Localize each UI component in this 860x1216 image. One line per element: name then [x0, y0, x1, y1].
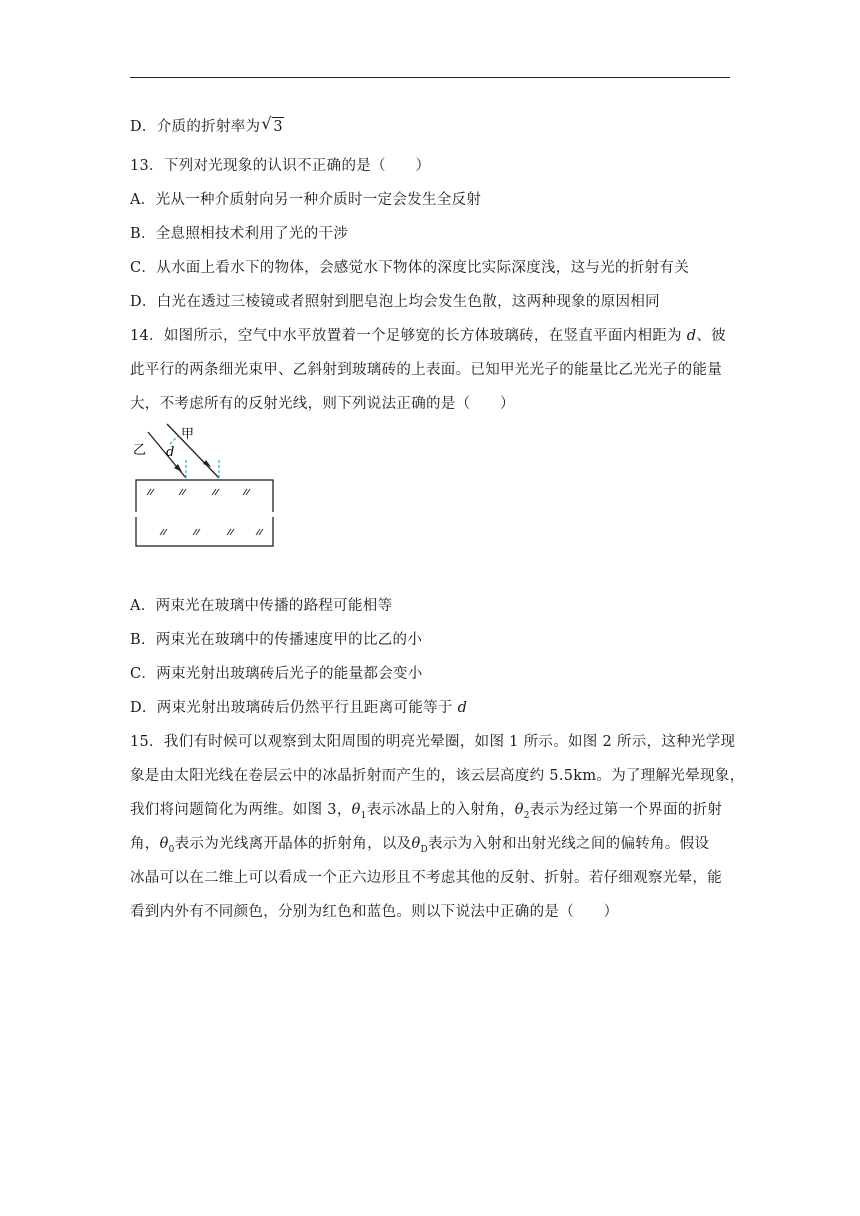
q15-line4-b: 表示为光线离开晶体的折射角，以及 — [174, 836, 412, 852]
distance-d-line — [170, 436, 178, 444]
sqrt-radicand: 3 — [273, 119, 283, 135]
q15-line5: 冰晶可以在二维上可以看成一个正六边形且不考虑其他的反射、折射。若仔细观察光晕，能 — [130, 870, 722, 886]
q15-line1: 15．我们有时候可以观察到太阳周围的明亮光晕圈，如图 1 所示。如图 2 所示，这种光学现 — [130, 734, 736, 750]
q15-line4 — [130, 834, 709, 860]
q15-line4-c: 表示为入射和出射光线之间的偏转角。假设 — [428, 836, 710, 852]
q13-option-b: B．全息照相技术利用了光的干涉 — [130, 226, 349, 242]
q15-line3-c: 表示为经过第一个界面的折射 — [529, 802, 723, 818]
q15-line3-a: 我们将问题简化为两维。如图 3， — [130, 802, 352, 818]
glass-brick-figure — [120, 420, 300, 560]
q13-option-c: C．从水面上看水下的物体，会感觉水下物体的深度比实际深度浅，这与光的折射有关 — [130, 260, 689, 276]
q13-option-d: D．白光在透过三棱镜或者照射到肥皂泡上均会发生色散，这两种现象的原因相同 — [130, 294, 660, 310]
q14-var-d: d — [686, 328, 697, 344]
theta-1-sub: 1 — [360, 810, 367, 821]
label-jia: 甲 — [181, 427, 195, 442]
header-rule — [130, 77, 730, 78]
glass-texture — [147, 489, 263, 535]
theta-d-sub: D — [420, 844, 429, 855]
q12-option-d — [130, 114, 284, 137]
q14-stem-line1-text: 14．如图所示，空气中水平放置着一个足够宽的长方体玻璃砖，在竖直平面内相距为 — [130, 328, 687, 344]
glass-block — [136, 480, 273, 546]
q14-stem-line1-tail: 、彼 — [696, 328, 726, 344]
sqrt-symbol: √ 3 — [261, 114, 283, 135]
theta-1: θ — [351, 802, 361, 818]
q14-option-d-var: d — [457, 700, 468, 716]
q14-option-a: A．两束光在玻璃中传播的路程可能相等 — [130, 598, 393, 614]
label-d: d — [166, 445, 175, 460]
theta-0: θ — [159, 836, 169, 852]
q14-stem-line2: 此平行的两条细光束甲、乙斜射到玻璃砖的上表面。已知甲光光子的能量比乙光光子的能量 — [130, 362, 722, 378]
q15-line3 — [130, 800, 722, 826]
theta-0-sub: 0 — [168, 844, 175, 855]
q15-line6: 看到内外有不同颜色，分别为红色和蓝色。则以下说法中正确的是（ ） — [130, 904, 619, 920]
theta-2: θ — [514, 802, 524, 818]
q14-option-d-text: D．两束光射出玻璃砖后仍然平行且距离可能等于 — [130, 700, 458, 716]
theta-d: θ — [411, 836, 421, 852]
theta-2-sub: 2 — [523, 810, 530, 821]
q15-line4-a: 角， — [130, 836, 160, 852]
q15-line2: 象是由太阳光线在卷层云中的冰晶折射而产生的，该云层高度约 5.5km。为了理解光晕现象， — [130, 768, 745, 784]
q15-line3-b: 表示冰晶上的入射角， — [366, 802, 515, 818]
q14-option-d — [130, 698, 467, 718]
q14-stem-line3: 大，不考虑所有的反射光线，则下列说法正确的是（ ） — [130, 396, 515, 412]
q14-option-b: B．两束光在玻璃中的传播速度甲的比乙的小 — [130, 632, 423, 648]
q14-option-c: C．两束光射出玻璃砖后光子的能量都会变小 — [130, 666, 423, 682]
q13-option-a: A．光从一种介质射向另一种介质时一定会发生全反射 — [130, 192, 482, 208]
q12-option-d-text: D．介质的折射率为 — [130, 119, 261, 135]
label-yi: 乙 — [133, 443, 147, 458]
q13-stem: 13．下列对光现象的认识不正确的是（ ） — [130, 158, 431, 174]
q14-stem-line1 — [130, 326, 726, 346]
